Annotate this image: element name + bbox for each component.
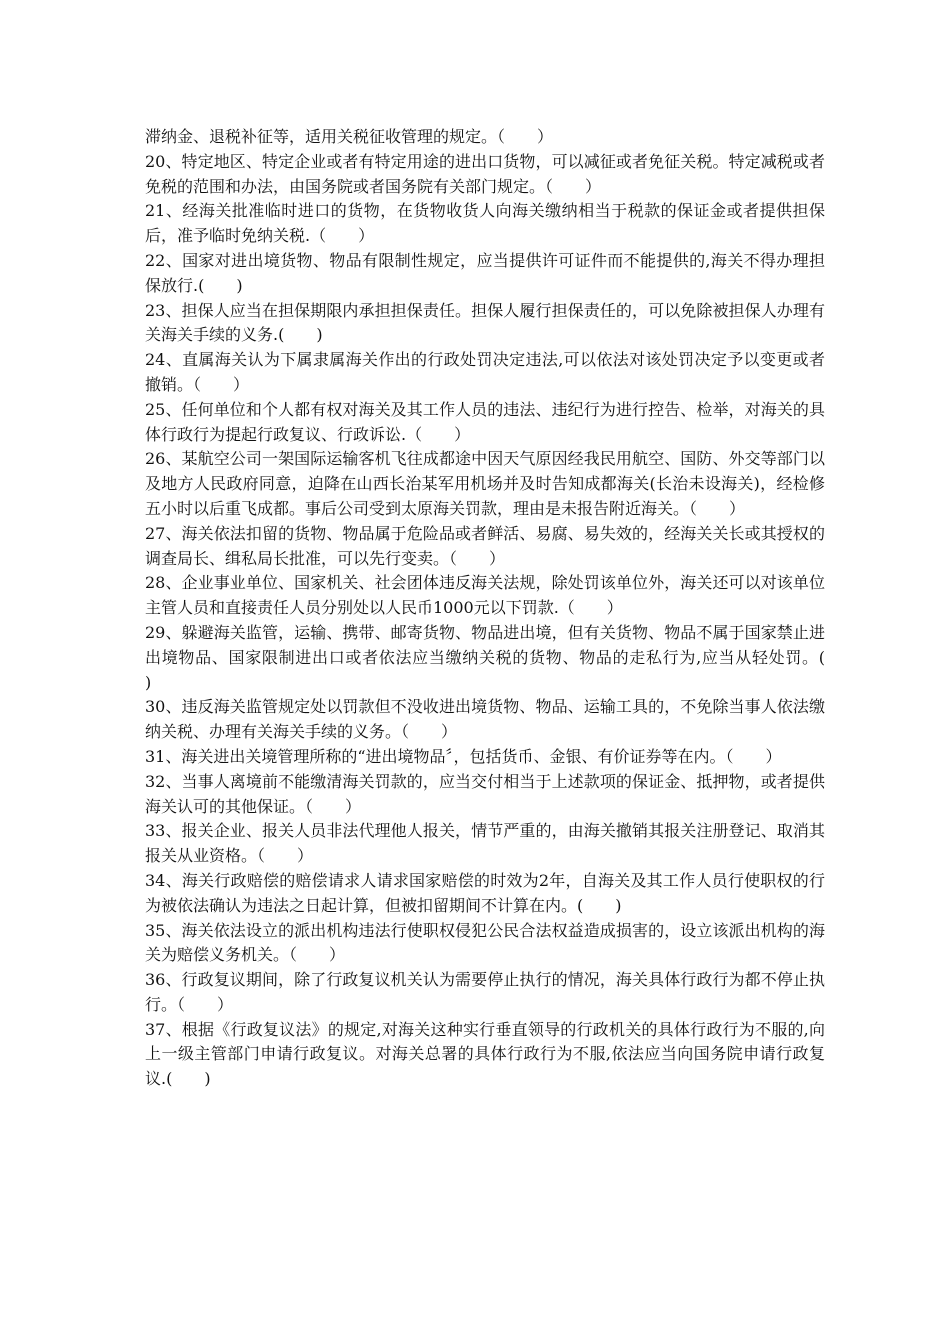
question-item: 36、行政复议期间，除了行政复议机关认为需要停止执行的情况，海关具体行政行为都不停止执行。（ ） — [145, 970, 825, 1014]
question-item: 29、躲避海关监管，运输、携带、邮寄货物、物品进出境，但有关货物、物品不属于国家禁止进出境物品、国家限制进出口或者依法应当缴纳关税的货物、物品的走私行为,应当从轻处罚。( ) — [145, 622, 858, 692]
question-item: 30、违反海关监管规定处以罚款但不没收进出境货物、物品、运输工具的，不免除当事人依法缴纳关税、办理有关海关手续的义务。（ ） — [145, 697, 825, 742]
question-item: 20、特定地区、特定企业或者有特定用途的进出口货物，可以减征或者免征关税。特定减税或者免税的范围和办法，由国务院或者国务院有关部门规定。（ ） — [145, 151, 825, 196]
question-item: 26、某航空公司一架国际运输客机飞往成都途中因天气原因经我民用航空、国防、外交等部门以及地方人民政府同意，迫降在山西长治某军用机场并及时告知成都海关(长治未设海关)，经检修五小时以后重飞成都。事后公司受到太原海关罚款，理由是未报告附近海关。（ ） — [145, 449, 825, 518]
question-item: 32、当事人离境前不能缴清海关罚款的，应当交付相当于上述款项的保证金、抵押物，或者提供海关认可的其他保证。（ ） — [145, 771, 825, 816]
question-item: 滞纳金、退税补征等，适用关税征收管理的规定。（ ） — [145, 127, 554, 146]
question-item: 27、海关依法扣留的货物、物品属于危险品或者鲜活、易腐、易失效的，经海关关长或其授权的调查局长、缉私局长批准，可以先行变卖。（ ） — [145, 523, 825, 568]
question-item: 25、任何单位和个人都有权对海关及其工作人员的违法、违纪行为进行控告、检举，对海关的具体行政行为提起行政复议、行政诉讼.（ ） — [145, 399, 825, 444]
document-body — [145, 125, 858, 1092]
question-item: 34、海关行政赔偿的赔偿请求人请求国家赔偿的时效为2年，自海关及其工作人员行使职权的行为被依法确认为违法之日起计算，但被扣留期间不计算在内。( ) — [145, 870, 825, 915]
question-item: 23、担保人应当在担保期限内承担担保责任。担保人履行担保责任的，可以免除被担保人办理有关海关手续的义务.( ) — [145, 300, 825, 345]
question-item: 24、直属海关认为下属隶属海关作出的行政处罚决定违法,可以依法对该处罚决定予以变更或者撤销。（ ） — [145, 350, 825, 394]
question-item: 22、国家对进出境货物、物品有限制性规定，应当提供许可证件而不能提供的,海关不得办理担保放行.( ) — [145, 250, 825, 295]
question-item: 28、企业事业单位、国家机关、社会团体违反海关法规，除处罚该单位外，海关还可以对该单位主管人员和直接责任人员分别处以人民币1000元以下罚款.（ ） — [145, 573, 825, 618]
question-item: 31、海关进出关境管理所称的“进出境物品〞，包括货币、金银、有价证券等在内。（ ） — [145, 746, 782, 766]
question-item: 33、报关企业、报关人员非法代理他人报关，情节严重的，由海关撤销其报关注册登记、取消其报关从业资格。（ ） — [145, 821, 825, 866]
question-item: 21、经海关批准临时进口的货物，在货物收货人向海关缴纳相当于税款的保证金或者提供担保后，准予临时免纳关税.（ ） — [145, 201, 825, 246]
question-item: 37、根据《行政复议法》的规定,对海关这种实行垂直领导的行政机关的具体行政行为不服的,向上一级主管部门申请行政复议。对海关总署的具体行政行为不服,依法应当向国务院申请行政复议.( ) — [145, 1019, 825, 1089]
question-item: 35、海关依法设立的派出机构违法行使职权侵犯公民合法权益造成损害的，设立该派出机构的海关为赔偿义务机关。（ ） — [145, 920, 825, 965]
